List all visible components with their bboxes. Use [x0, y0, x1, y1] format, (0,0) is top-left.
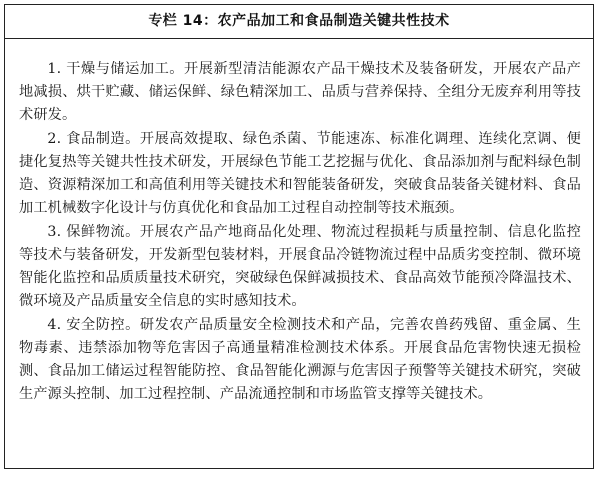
- panel-body: [5, 39, 593, 406]
- feature-panel: [4, 4, 594, 469]
- paragraph-safety-control: 4. 安全防控。研发农产品质量安全检测技术和产品，完善农兽药残留、重金属、生物毒素、违禁添加物等危害因子高通量精准检测技术体系。开展食品危害物快速无损检测、食品加工储运过程智能防控、食品智能化溯源与危害因子预警等关键技术研究，突破生产源头控制、加工过程控制、产品流通控制和市场监管支撑等关键技术。: [19, 317, 581, 402]
- panel-title: 专栏 14：农产品加工和食品制造关键共性技术: [5, 5, 593, 39]
- paragraph-food-manufacturing: 2. 食品制造。开展高效提取、绿色杀菌、节能速冻、标准化调理、连续化烹调、便捷化复热等关键共性技术研发，开展绿色节能工艺挖掘与优化、食品添加剂与配料绿色制造、资源精深加工和高值利用等关键技术和智能装备研发，突破食品装备关键材料、食品加工机械数字化设计与仿真优化和食品加工过程自动控制等技术瓶颈。: [19, 131, 581, 216]
- paragraph-drying-storage: 1. 干燥与储运加工。开展新型清洁能源农产品干燥技术及装备研发，开展农产品产地减损、烘干贮藏、储运保鲜、绿色精深加工、品质与营养保持、全组分无废弃利用等技术研发。: [19, 61, 581, 123]
- paragraph-preservation-logistics: 3. 保鲜物流。开展农产品产地商品化处理、物流过程损耗与质量控制、信息化监控等技术与装备研发，开发新型包装材料，开展食品冷链物流过程中品质劣变控制、微环境智能化监控和品质质量技术研究，突破绿色保鲜减损技术、食品高效节能预冷降温技术、微环境及产品质量安全信息的实时感知技术。: [19, 224, 581, 309]
